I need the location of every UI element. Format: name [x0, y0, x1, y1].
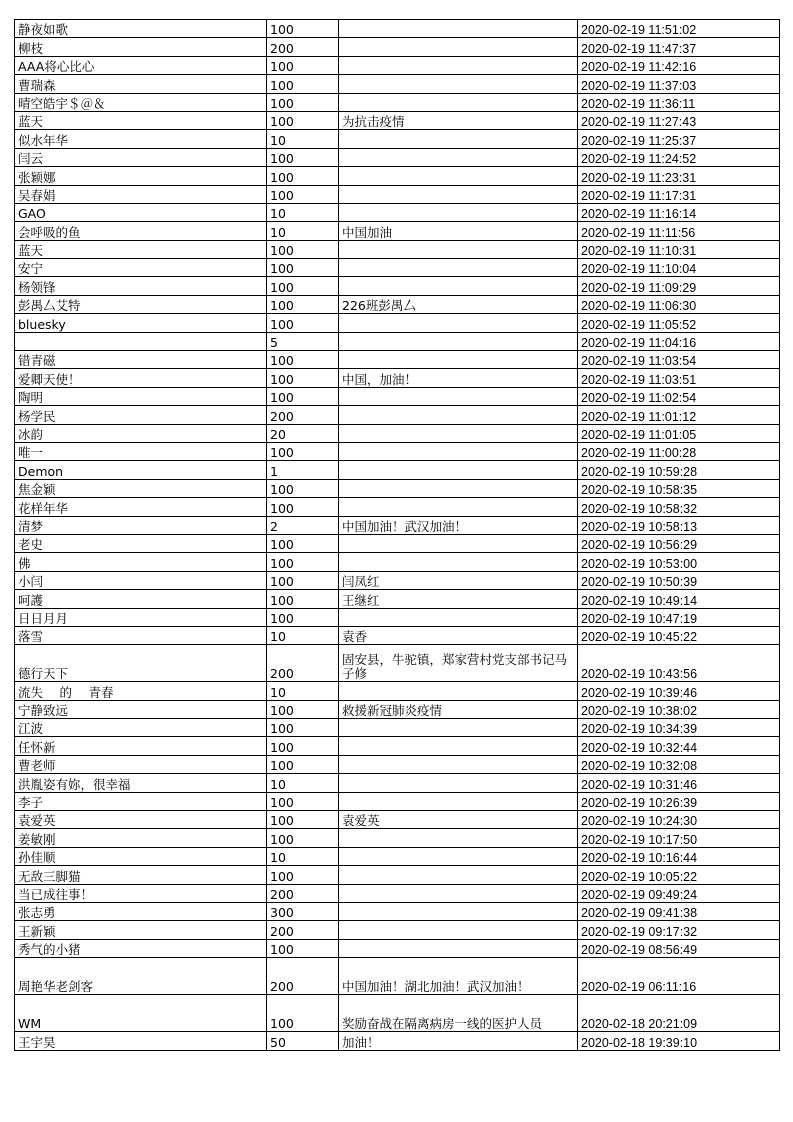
timestamp-cell: 2020-02-19 10:47:19 — [578, 608, 780, 626]
amount-cell: 100 — [267, 571, 339, 589]
amount-cell: 10 — [267, 130, 339, 148]
donor-name-cell: 袁爱英 — [15, 811, 267, 829]
amount-cell: 100 — [267, 866, 339, 884]
donor-name-cell — [15, 332, 267, 350]
donor-name-cell: 错青磁 — [15, 351, 267, 369]
table-row — [15, 369, 780, 387]
message-cell — [339, 332, 578, 350]
donor-name-cell: 焦金颖 — [15, 479, 267, 497]
donor-name-cell: 王新颖 — [15, 921, 267, 939]
message-cell: 袁香 — [339, 626, 578, 644]
message-cell: 中国，加油！ — [339, 369, 578, 387]
message-cell: 奖励奋战在隔离病房一线的医护人员 — [339, 995, 578, 1032]
table-row — [15, 1032, 780, 1050]
message-cell: 为抗击疫情 — [339, 111, 578, 129]
amount-cell: 200 — [267, 406, 339, 424]
donor-name-cell: 花样年华 — [15, 498, 267, 516]
amount-cell: 200 — [267, 958, 339, 995]
timestamp-cell: 2020-02-19 11:25:37 — [578, 130, 780, 148]
message-cell: 中国加油！武汉加油！ — [339, 516, 578, 534]
donor-name-cell: WM — [15, 995, 267, 1032]
timestamp-cell: 2020-02-18 20:21:09 — [578, 995, 780, 1032]
table-row — [15, 958, 780, 995]
donor-name-cell: 张颖娜 — [15, 167, 267, 185]
message-cell — [339, 424, 578, 442]
donor-name-cell: 杨学民 — [15, 406, 267, 424]
table-row — [15, 939, 780, 957]
donor-name-cell: 孙佳顺 — [15, 847, 267, 865]
amount-cell: 1 — [267, 461, 339, 479]
message-cell: 中国加油！湖北加油！武汉加油！ — [339, 958, 578, 995]
message-cell — [339, 387, 578, 405]
timestamp-cell: 2020-02-19 10:16:44 — [578, 847, 780, 865]
timestamp-cell: 2020-02-19 11:00:28 — [578, 442, 780, 460]
timestamp-cell: 2020-02-19 10:53:00 — [578, 553, 780, 571]
timestamp-cell: 2020-02-19 09:41:38 — [578, 902, 780, 920]
message-cell — [339, 351, 578, 369]
message-cell — [339, 314, 578, 332]
timestamp-cell: 2020-02-19 11:47:37 — [578, 38, 780, 56]
table-row — [15, 811, 780, 829]
timestamp-cell: 2020-02-19 10:32:08 — [578, 755, 780, 773]
donor-name-cell: 陶明 — [15, 387, 267, 405]
message-cell — [339, 442, 578, 460]
donor-name-cell: 当已成往事！ — [15, 884, 267, 902]
message-cell — [339, 847, 578, 865]
message-cell — [339, 553, 578, 571]
amount-cell: 200 — [267, 884, 339, 902]
table-row — [15, 424, 780, 442]
table-row — [15, 498, 780, 516]
table-row — [15, 277, 780, 295]
table-row — [15, 240, 780, 258]
amount-cell: 100 — [267, 939, 339, 957]
message-cell — [339, 406, 578, 424]
table-row — [15, 203, 780, 221]
donor-name-cell: 王宇昊 — [15, 1032, 267, 1050]
table-row — [15, 884, 780, 902]
message-cell — [339, 902, 578, 920]
timestamp-cell: 2020-02-19 09:17:32 — [578, 921, 780, 939]
amount-cell: 300 — [267, 902, 339, 920]
donor-name-cell: 呵護 — [15, 590, 267, 608]
amount-cell: 100 — [267, 792, 339, 810]
message-cell — [339, 737, 578, 755]
table-row — [15, 295, 780, 313]
message-cell: 王继红 — [339, 590, 578, 608]
timestamp-cell: 2020-02-19 11:09:29 — [578, 277, 780, 295]
message-cell — [339, 93, 578, 111]
message-cell — [339, 203, 578, 221]
amount-cell: 100 — [267, 387, 339, 405]
amount-cell: 100 — [267, 167, 339, 185]
message-cell — [339, 56, 578, 74]
message-cell — [339, 829, 578, 847]
table-row — [15, 902, 780, 920]
donor-name-cell: 佛 — [15, 553, 267, 571]
table-row — [15, 38, 780, 56]
amount-cell: 100 — [267, 608, 339, 626]
table-row — [15, 590, 780, 608]
donor-name-cell: 德行天下 — [15, 645, 267, 682]
table-row — [15, 829, 780, 847]
message-cell — [339, 884, 578, 902]
amount-cell: 100 — [267, 700, 339, 718]
amount-cell: 100 — [267, 20, 339, 38]
message-cell — [339, 130, 578, 148]
timestamp-cell: 2020-02-19 10:24:30 — [578, 811, 780, 829]
timestamp-cell: 2020-02-19 09:49:24 — [578, 884, 780, 902]
timestamp-cell: 2020-02-19 11:01:05 — [578, 424, 780, 442]
timestamp-cell: 2020-02-19 11:03:54 — [578, 351, 780, 369]
message-cell — [339, 38, 578, 56]
table-row — [15, 995, 780, 1032]
timestamp-cell: 2020-02-19 10:05:22 — [578, 866, 780, 884]
amount-cell: 100 — [267, 719, 339, 737]
timestamp-cell: 2020-02-19 10:17:50 — [578, 829, 780, 847]
timestamp-cell: 2020-02-19 11:10:04 — [578, 259, 780, 277]
message-cell — [339, 20, 578, 38]
donor-name-cell: 老史 — [15, 534, 267, 552]
message-cell: 中国加油 — [339, 222, 578, 240]
donor-name-cell: 清梦 — [15, 516, 267, 534]
amount-cell: 100 — [267, 534, 339, 552]
donation-table — [14, 19, 780, 1051]
table-row — [15, 111, 780, 129]
amount-cell: 100 — [267, 479, 339, 497]
amount-cell: 100 — [267, 590, 339, 608]
timestamp-cell: 2020-02-19 10:34:39 — [578, 719, 780, 737]
amount-cell: 200 — [267, 645, 339, 682]
table-row — [15, 387, 780, 405]
amount-cell: 100 — [267, 351, 339, 369]
amount-cell: 100 — [267, 148, 339, 166]
amount-cell: 100 — [267, 829, 339, 847]
table-row — [15, 553, 780, 571]
table-row — [15, 479, 780, 497]
table-row — [15, 167, 780, 185]
amount-cell: 100 — [267, 259, 339, 277]
message-cell — [339, 866, 578, 884]
donor-name-cell: 无敌三脚猫 — [15, 866, 267, 884]
table-row — [15, 75, 780, 93]
timestamp-cell: 2020-02-19 11:06:30 — [578, 295, 780, 313]
message-cell — [339, 792, 578, 810]
table-row — [15, 921, 780, 939]
timestamp-cell: 2020-02-19 10:38:02 — [578, 700, 780, 718]
timestamp-cell: 2020-02-19 10:43:56 — [578, 645, 780, 682]
timestamp-cell: 2020-02-18 19:39:10 — [578, 1032, 780, 1050]
message-cell: 固安县，牛驼镇，郑家营村党支部书记马子修 — [339, 645, 578, 682]
donation-rows — [15, 20, 780, 1051]
timestamp-cell: 2020-02-19 10:58:35 — [578, 479, 780, 497]
timestamp-cell: 2020-02-19 11:11:56 — [578, 222, 780, 240]
donor-name-cell: 会呼吸的鱼 — [15, 222, 267, 240]
amount-cell: 100 — [267, 277, 339, 295]
donor-name-cell: 静夜如歌 — [15, 20, 267, 38]
timestamp-cell: 2020-02-19 11:42:16 — [578, 56, 780, 74]
timestamp-cell: 2020-02-19 10:31:46 — [578, 774, 780, 792]
donor-name-cell: 曹老师 — [15, 755, 267, 773]
timestamp-cell: 2020-02-19 11:01:12 — [578, 406, 780, 424]
amount-cell: 200 — [267, 38, 339, 56]
amount-cell: 100 — [267, 240, 339, 258]
timestamp-cell: 2020-02-19 11:24:52 — [578, 148, 780, 166]
table-row — [15, 534, 780, 552]
donor-name-cell: 晴空皓宇＄＠＆ — [15, 93, 267, 111]
timestamp-cell: 2020-02-19 10:50:39 — [578, 571, 780, 589]
donor-name-cell: Demon — [15, 461, 267, 479]
timestamp-cell: 2020-02-19 11:27:43 — [578, 111, 780, 129]
amount-cell: 100 — [267, 995, 339, 1032]
table-row — [15, 866, 780, 884]
amount-cell: 5 — [267, 332, 339, 350]
timestamp-cell: 2020-02-19 11:16:14 — [578, 203, 780, 221]
amount-cell: 100 — [267, 185, 339, 203]
amount-cell: 10 — [267, 626, 339, 644]
donor-name-cell: 柳枝 — [15, 38, 267, 56]
amount-cell: 20 — [267, 424, 339, 442]
donor-name-cell: AAA将心比心 — [15, 56, 267, 74]
donor-name-cell: bluesky — [15, 314, 267, 332]
amount-cell: 100 — [267, 111, 339, 129]
message-cell — [339, 185, 578, 203]
timestamp-cell: 2020-02-19 11:37:03 — [578, 75, 780, 93]
message-cell — [339, 755, 578, 773]
table-row — [15, 700, 780, 718]
table-row — [15, 259, 780, 277]
table-row — [15, 185, 780, 203]
donor-name-cell: 安宁 — [15, 259, 267, 277]
donor-name-cell: 唯一 — [15, 442, 267, 460]
timestamp-cell: 2020-02-19 11:36:11 — [578, 93, 780, 111]
table-row — [15, 774, 780, 792]
donor-name-cell: 李子 — [15, 792, 267, 810]
table-row — [15, 755, 780, 773]
donor-name-cell: 任怀新 — [15, 737, 267, 755]
timestamp-cell: 2020-02-19 11:10:31 — [578, 240, 780, 258]
table-row — [15, 847, 780, 865]
donor-name-cell: 爱卿天使！ — [15, 369, 267, 387]
timestamp-cell: 2020-02-19 08:56:49 — [578, 939, 780, 957]
table-row — [15, 130, 780, 148]
table-row — [15, 148, 780, 166]
amount-cell: 100 — [267, 93, 339, 111]
donation-sheet — [14, 19, 780, 1051]
donor-name-cell: 小闫 — [15, 571, 267, 589]
donor-name-cell: 宁静致远 — [15, 700, 267, 718]
donor-name-cell: 杨领锋 — [15, 277, 267, 295]
message-cell — [339, 259, 578, 277]
amount-cell: 50 — [267, 1032, 339, 1050]
table-row — [15, 608, 780, 626]
amount-cell: 100 — [267, 553, 339, 571]
timestamp-cell: 2020-02-19 10:49:14 — [578, 590, 780, 608]
amount-cell: 100 — [267, 755, 339, 773]
message-cell — [339, 774, 578, 792]
amount-cell: 10 — [267, 847, 339, 865]
donor-name-cell: 吴春娟 — [15, 185, 267, 203]
donor-name-cell: GAO — [15, 203, 267, 221]
message-cell — [339, 534, 578, 552]
timestamp-cell: 2020-02-19 11:23:31 — [578, 167, 780, 185]
amount-cell: 10 — [267, 774, 339, 792]
message-cell — [339, 277, 578, 295]
timestamp-cell: 2020-02-19 11:02:54 — [578, 387, 780, 405]
table-row — [15, 571, 780, 589]
table-row — [15, 351, 780, 369]
amount-cell: 100 — [267, 811, 339, 829]
donor-name-cell: 冰韵 — [15, 424, 267, 442]
table-row — [15, 516, 780, 534]
table-row — [15, 222, 780, 240]
timestamp-cell: 2020-02-19 06:11:16 — [578, 958, 780, 995]
donor-name-cell: 日日月月 — [15, 608, 267, 626]
table-row — [15, 56, 780, 74]
table-row — [15, 93, 780, 111]
donor-name-cell: 流失 的 青春 — [15, 682, 267, 700]
table-row — [15, 737, 780, 755]
table-row — [15, 626, 780, 644]
amount-cell: 100 — [267, 56, 339, 74]
message-cell — [339, 921, 578, 939]
table-row — [15, 645, 780, 682]
donor-name-cell: 闫云 — [15, 148, 267, 166]
message-cell: 加油！ — [339, 1032, 578, 1050]
donor-name-cell: 江波 — [15, 719, 267, 737]
donor-name-cell: 秀气的小猪 — [15, 939, 267, 957]
message-cell — [339, 939, 578, 957]
amount-cell: 10 — [267, 203, 339, 221]
table-row — [15, 682, 780, 700]
amount-cell: 100 — [267, 295, 339, 313]
timestamp-cell: 2020-02-19 10:26:39 — [578, 792, 780, 810]
timestamp-cell: 2020-02-19 10:45:22 — [578, 626, 780, 644]
table-row — [15, 792, 780, 810]
amount-cell: 100 — [267, 75, 339, 93]
amount-cell: 100 — [267, 369, 339, 387]
table-row — [15, 461, 780, 479]
message-cell — [339, 461, 578, 479]
donor-name-cell: 似水年华 — [15, 130, 267, 148]
amount-cell: 100 — [267, 442, 339, 460]
table-row — [15, 442, 780, 460]
message-cell — [339, 75, 578, 93]
table-row — [15, 406, 780, 424]
timestamp-cell: 2020-02-19 10:58:13 — [578, 516, 780, 534]
timestamp-cell: 2020-02-19 11:04:16 — [578, 332, 780, 350]
donor-name-cell: 彭禺厶艾特 — [15, 295, 267, 313]
amount-cell: 100 — [267, 498, 339, 516]
table-row — [15, 20, 780, 38]
donor-name-cell: 蓝天 — [15, 240, 267, 258]
amount-cell: 200 — [267, 921, 339, 939]
timestamp-cell: 2020-02-19 10:59:28 — [578, 461, 780, 479]
message-cell — [339, 148, 578, 166]
timestamp-cell: 2020-02-19 10:32:44 — [578, 737, 780, 755]
amount-cell: 100 — [267, 314, 339, 332]
message-cell: 226班彭禺厶 — [339, 295, 578, 313]
message-cell — [339, 240, 578, 258]
donor-name-cell: 落雪 — [15, 626, 267, 644]
message-cell — [339, 719, 578, 737]
donor-name-cell: 曹瑞森 — [15, 75, 267, 93]
donor-name-cell: 周艳华老剑客 — [15, 958, 267, 995]
donor-name-cell: 洪胤姿有妳，很幸福 — [15, 774, 267, 792]
donor-name-cell: 张志勇 — [15, 902, 267, 920]
message-cell — [339, 479, 578, 497]
timestamp-cell: 2020-02-19 10:39:46 — [578, 682, 780, 700]
amount-cell: 100 — [267, 737, 339, 755]
timestamp-cell: 2020-02-19 11:05:52 — [578, 314, 780, 332]
table-row — [15, 332, 780, 350]
amount-cell: 2 — [267, 516, 339, 534]
message-cell: 袁爱英 — [339, 811, 578, 829]
donor-name-cell: 姜敏刚 — [15, 829, 267, 847]
message-cell — [339, 498, 578, 516]
donor-name-cell: 蓝天 — [15, 111, 267, 129]
timestamp-cell: 2020-02-19 11:17:31 — [578, 185, 780, 203]
message-cell — [339, 608, 578, 626]
timestamp-cell: 2020-02-19 10:58:32 — [578, 498, 780, 516]
amount-cell: 10 — [267, 222, 339, 240]
message-cell: 闫凤红 — [339, 571, 578, 589]
timestamp-cell: 2020-02-19 11:03:51 — [578, 369, 780, 387]
message-cell: 救援新冠肺炎疫情 — [339, 700, 578, 718]
table-row — [15, 314, 780, 332]
table-row — [15, 719, 780, 737]
message-cell — [339, 167, 578, 185]
timestamp-cell: 2020-02-19 10:56:29 — [578, 534, 780, 552]
message-cell — [339, 682, 578, 700]
amount-cell: 10 — [267, 682, 339, 700]
timestamp-cell: 2020-02-19 11:51:02 — [578, 20, 780, 38]
